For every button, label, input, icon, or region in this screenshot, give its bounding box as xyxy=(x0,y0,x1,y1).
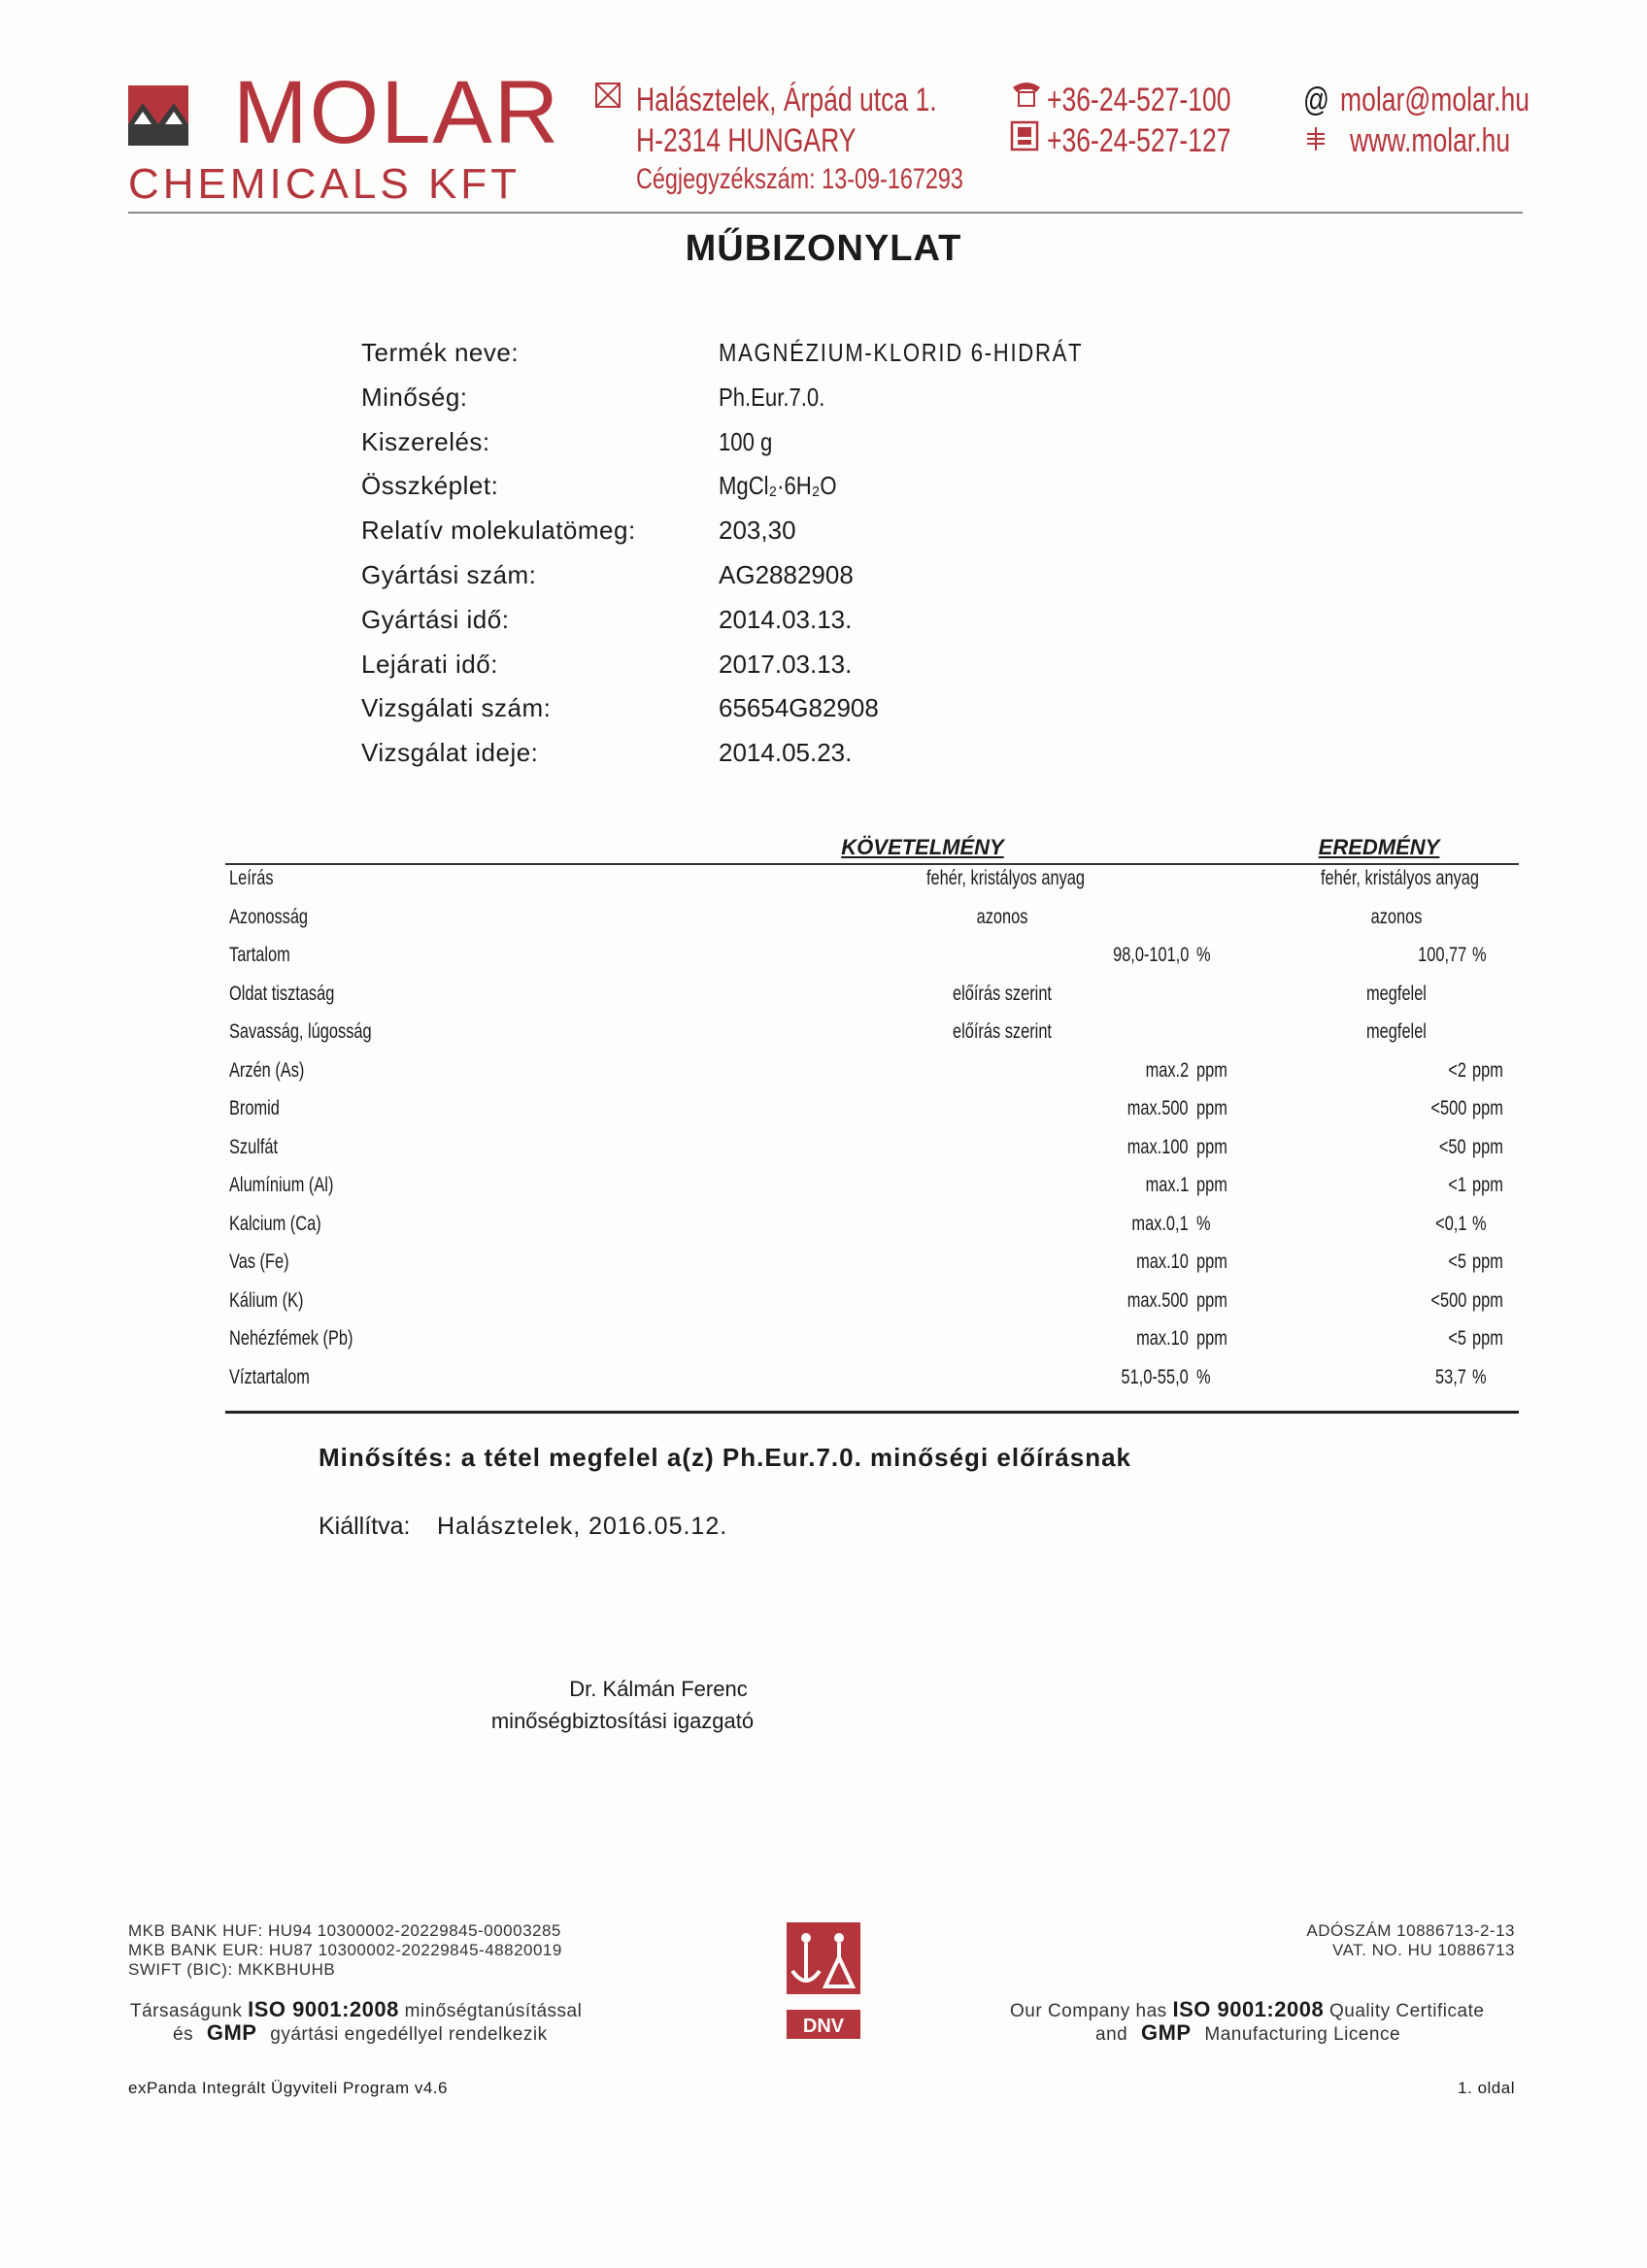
result-unit: ppm xyxy=(1472,1059,1503,1082)
tax-id: ADÓSZÁM 10886713-2-13 xyxy=(1306,1921,1515,1940)
iso-en-standard: ISO 9001:2008 xyxy=(1172,1997,1325,2021)
result-value: 100,77 xyxy=(1417,944,1466,966)
gmp-statement-hu xyxy=(173,2021,548,2045)
test-name: Vas (Fe) xyxy=(229,1251,289,1273)
table-row xyxy=(225,1020,1519,1058)
table-row xyxy=(225,1059,1519,1097)
table-top-rule xyxy=(225,863,1519,865)
product-label: Relatív molekulatömeg: xyxy=(361,516,636,545)
result-unit: ppm xyxy=(1472,1097,1503,1119)
product-value: AG2882908 xyxy=(719,560,854,589)
molar-logo-icon xyxy=(128,85,188,146)
requirement-header: KÖVETELMÉNY xyxy=(841,835,1004,859)
requirement-value: 51,0-55,0 xyxy=(1121,1366,1189,1388)
test-name: Kalcium (Ca) xyxy=(229,1213,321,1235)
table-row xyxy=(225,944,1519,982)
signer-role: minőségbiztosítási igazgató xyxy=(490,1709,755,1733)
company-subname: CHEMICALS KFT xyxy=(128,160,521,208)
product-label: Vizsgálati szám: xyxy=(361,693,552,722)
result-unit: ppm xyxy=(1472,1251,1503,1273)
test-name: Víztartalom xyxy=(229,1366,310,1388)
table-row xyxy=(225,1097,1519,1135)
requirement-unit: ppm xyxy=(1196,1097,1227,1119)
company-registry: Cégjegyzékszám: 13-09-167293 xyxy=(636,163,963,195)
phone-icon xyxy=(1010,78,1043,109)
mail-icon xyxy=(594,82,622,109)
result-value: <5 xyxy=(1448,1327,1466,1350)
requirement-value: max.500 xyxy=(1127,1289,1189,1312)
result-value: megfelel xyxy=(1366,1020,1427,1043)
dnv-certification-logo xyxy=(785,1920,862,2041)
result-unit: % xyxy=(1472,1213,1487,1235)
requirement-unit: ppm xyxy=(1196,1174,1227,1196)
test-name: Bromid xyxy=(229,1097,280,1119)
product-value: 2014.05.23. xyxy=(719,738,853,767)
vat-number: VAT. NO. HU 10886713 xyxy=(1332,1941,1515,1959)
test-name: Oldat tisztaság xyxy=(229,983,335,1005)
product-label: Gyártási szám: xyxy=(361,560,537,589)
requirement-unit: % xyxy=(1196,1213,1211,1235)
requirement-unit: ppm xyxy=(1196,1136,1227,1158)
product-label: Gyártási idő: xyxy=(361,605,510,634)
result-value: fehér, kristályos anyag xyxy=(1321,867,1479,889)
swift-code: SWIFT (BIC): MKKBHUHB xyxy=(128,1960,336,1979)
product-value: MgCl₂·6H₂O xyxy=(719,471,837,500)
bank-huf: MKB BANK HUF: HU94 10300002-20229845-00003285 xyxy=(128,1921,561,1940)
test-name: Tartalom xyxy=(229,944,290,966)
requirement-value: max.0,1 xyxy=(1131,1213,1189,1235)
product-value: 65654G82908 xyxy=(719,693,879,722)
test-name: Szulfát xyxy=(229,1136,279,1158)
table-row xyxy=(225,1289,1519,1327)
result-unit: ppm xyxy=(1472,1327,1503,1350)
signer-name: Dr. Kálmán Ferenc xyxy=(569,1677,748,1701)
iso-statement-hu xyxy=(130,1998,582,2021)
product-label: Minőség: xyxy=(361,383,468,412)
table-row xyxy=(225,867,1519,905)
iso-hu-text-2: minőségtanúsítással xyxy=(404,2001,583,2021)
result-value: megfelel xyxy=(1366,983,1427,1005)
test-name: Alumínium (Al) xyxy=(229,1174,334,1196)
result-value: 53,7 xyxy=(1435,1366,1466,1388)
gmp-hu-text-1: és xyxy=(173,2024,194,2045)
website-link[interactable]: www.molar.hu xyxy=(1350,122,1511,159)
iso-hu-standard: ISO 9001:2008 xyxy=(248,1997,399,2021)
table-row xyxy=(225,1251,1519,1288)
requirement-unit: ppm xyxy=(1196,1059,1227,1082)
gmp-en-label: GMP xyxy=(1140,2020,1192,2045)
requirement-value: max.1 xyxy=(1145,1174,1189,1196)
requirement-value: előírás szerint xyxy=(953,1020,1052,1043)
test-name: Nehézfémek (Pb) xyxy=(229,1327,353,1350)
test-name: Arzén (As) xyxy=(229,1059,305,1082)
result-value: azonos xyxy=(1370,906,1423,928)
at-icon: @ xyxy=(1303,82,1329,118)
issued-label: Kiállítva: xyxy=(319,1513,411,1540)
table-row xyxy=(225,1213,1519,1251)
table-bottom-rule xyxy=(225,1411,1519,1414)
fax-icon xyxy=(1010,120,1039,151)
requirement-value: max.2 xyxy=(1145,1059,1189,1082)
test-name: Azonosság xyxy=(229,906,309,928)
requirement-value: max.10 xyxy=(1136,1251,1189,1273)
company-name: MOLAR xyxy=(233,63,561,162)
requirement-value: fehér, kristályos anyag xyxy=(926,867,1085,889)
result-value: <50 xyxy=(1439,1136,1466,1158)
table-row xyxy=(225,906,1519,944)
requirement-value: max.100 xyxy=(1127,1136,1189,1158)
result-value: <1 xyxy=(1448,1174,1466,1196)
requirement-value: 98,0-101,0 xyxy=(1112,944,1189,966)
fax-number: +36-24-527-127 xyxy=(1047,122,1231,159)
result-unit: % xyxy=(1472,1366,1487,1388)
gmp-en-text-2: Manufacturing Licence xyxy=(1204,2024,1401,2045)
product-label: Kiszerelés: xyxy=(361,427,490,456)
issued-value: Halásztelek, 2016.05.12. xyxy=(437,1513,728,1540)
iso-statement-en xyxy=(1010,1998,1484,2021)
dnv-logo-text: DNV xyxy=(802,2016,845,2037)
requirement-unit: ppm xyxy=(1196,1251,1227,1273)
header-divider xyxy=(128,212,1523,214)
email-link[interactable]: molar@molar.hu xyxy=(1340,82,1529,118)
product-value: 2017.03.13. xyxy=(719,650,853,679)
result-value: <5 xyxy=(1448,1251,1466,1273)
result-unit: ppm xyxy=(1472,1174,1503,1196)
result-value: <500 xyxy=(1430,1097,1466,1119)
product-value: 100 g xyxy=(719,427,773,456)
test-name: Kálium (K) xyxy=(229,1289,304,1312)
requirement-value: max.10 xyxy=(1136,1327,1189,1350)
iso-en-text-2: Quality Certificate xyxy=(1328,2001,1485,2021)
result-value: <2 xyxy=(1448,1059,1466,1082)
gmp-hu-text-2: gyártási engedéllyel rendelkezik xyxy=(270,2024,548,2045)
table-row xyxy=(225,1174,1519,1212)
table-row xyxy=(225,1366,1519,1404)
test-name: Savasság, lúgosság xyxy=(229,1020,372,1043)
requirement-value: max.500 xyxy=(1127,1097,1189,1119)
requirement-value: azonos xyxy=(976,906,1028,928)
software-info: exPanda Integrált Ügyviteli Program v4.6 xyxy=(128,2079,448,2097)
result-value: <500 xyxy=(1430,1289,1466,1312)
result-value: <0,1 xyxy=(1434,1213,1466,1235)
gmp-en-text-1: and xyxy=(1095,2024,1128,2045)
product-value: 203,30 xyxy=(719,516,796,545)
result-header: EREDMÉNY xyxy=(1318,835,1440,859)
address-line-2: H-2314 HUNGARY xyxy=(636,122,857,159)
product-value: MAGNÉZIUM-KLORID 6-HIDRÁT xyxy=(719,338,1084,367)
iso-en-text-1: Our Company has xyxy=(1010,2001,1167,2021)
gmp-statement-en xyxy=(1095,2021,1400,2045)
requirement-unit: % xyxy=(1196,1366,1211,1388)
result-unit: % xyxy=(1472,944,1487,966)
table-row xyxy=(225,1327,1519,1365)
product-label: Termék neve: xyxy=(361,338,520,367)
result-unit: ppm xyxy=(1472,1136,1503,1158)
requirement-unit: ppm xyxy=(1196,1327,1227,1350)
gmp-hu-label: GMP xyxy=(206,2020,257,2045)
requirement-unit: ppm xyxy=(1196,1289,1227,1312)
table-row xyxy=(225,1136,1519,1174)
product-label: Lejárati idő: xyxy=(361,650,498,679)
result-unit: ppm xyxy=(1472,1289,1503,1312)
product-label: Vizsgálat ideje: xyxy=(361,738,539,767)
product-value: Ph.Eur.7.0. xyxy=(719,383,825,412)
requirement-unit: % xyxy=(1196,944,1211,966)
test-name: Leírás xyxy=(229,867,274,889)
table-row xyxy=(225,983,1519,1020)
document-title: MŰBIZONYLAT xyxy=(685,228,962,269)
requirement-value: előírás szerint xyxy=(953,983,1052,1005)
address-line-1: Halásztelek, Árpád utca 1. xyxy=(636,82,937,118)
iso-hu-text-1: Társaságunk xyxy=(130,2001,243,2021)
page-number: 1. oldal xyxy=(1458,2079,1515,2097)
qualification-statement: Minősítés: a tétel megfelel a(z) Ph.Eur.7.0. minőségi előírásnak xyxy=(319,1443,1132,1472)
phone-number: +36-24-527-100 xyxy=(1047,82,1231,118)
web-icon xyxy=(1305,126,1327,151)
product-value: 2014.03.13. xyxy=(719,605,853,634)
product-label: Összképlet: xyxy=(361,471,499,500)
bank-eur: MKB BANK EUR: HU87 10300002-20229845-48820019 xyxy=(128,1941,562,1959)
